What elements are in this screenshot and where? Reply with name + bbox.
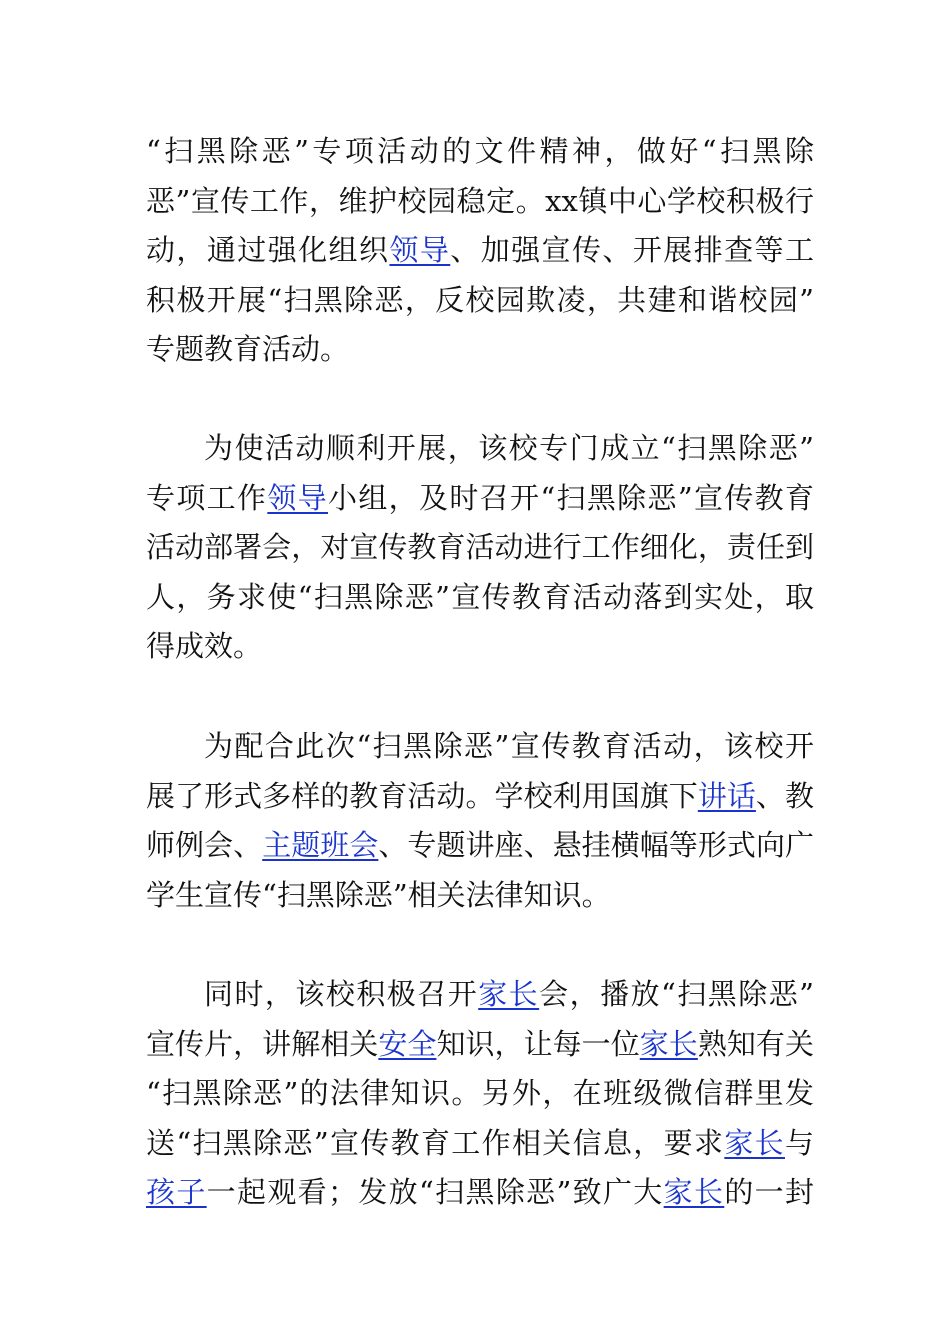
text-line bbox=[146, 325, 814, 375]
text-line bbox=[146, 474, 814, 524]
paragraph-4 bbox=[146, 970, 814, 1218]
text-run: 得成效。 bbox=[146, 629, 263, 663]
text-run: 为使活动顺利开展，该校专门成立“扫黑除恶” bbox=[204, 431, 814, 465]
text-run: 知识，让每一位 bbox=[436, 1026, 640, 1061]
text-run: 专项工作 bbox=[146, 480, 268, 515]
keyword-link[interactable]: 家长 bbox=[478, 977, 540, 1011]
text-run: 展了形式多样的教育活动。学校利用国旗下 bbox=[146, 778, 698, 813]
keyword-link[interactable]: 讲话 bbox=[697, 778, 756, 813]
keyword-link[interactable]: 孩子 bbox=[146, 1175, 207, 1209]
text-line bbox=[146, 772, 814, 822]
keyword-link[interactable]: 家长 bbox=[724, 1125, 785, 1160]
text-line bbox=[146, 276, 814, 326]
text-run: 一起观看；发放“扫黑除恶”致广大 bbox=[206, 1175, 664, 1209]
text-run: 的一封 bbox=[724, 1175, 814, 1209]
keyword-link[interactable]: 家长 bbox=[639, 1026, 698, 1061]
keyword-link[interactable]: 主题班会 bbox=[262, 828, 379, 862]
keyword-link[interactable]: 家长 bbox=[663, 1175, 725, 1209]
text-run: 恶”宣传工作，维护校园稳定。xx镇中心学校积极行 bbox=[146, 183, 814, 218]
text-run: 活动部署会，对宣传教育活动进行工作细化，责任到 bbox=[146, 530, 814, 564]
text-line bbox=[146, 424, 814, 474]
text-line bbox=[146, 523, 814, 573]
text-line bbox=[146, 722, 814, 772]
text-run: 专题教育活动。 bbox=[146, 332, 350, 366]
text-line bbox=[146, 970, 814, 1020]
paragraph-1 bbox=[146, 127, 814, 375]
keyword-link[interactable]: 领导 bbox=[267, 480, 329, 515]
text-run: 积极开展“扫黑除恶，反校园欺凌，共建和谐校园” bbox=[146, 282, 814, 317]
text-run: 同时，该校积极召开 bbox=[204, 977, 479, 1011]
text-run: 宣传片，讲解相关 bbox=[146, 1026, 379, 1061]
paragraph-3 bbox=[146, 722, 814, 920]
text-run: 、教 bbox=[755, 778, 814, 813]
text-run: 熟知有关 bbox=[697, 1026, 814, 1061]
text-run: 、专题讲座、悬挂横幅等形式向广 bbox=[378, 828, 814, 862]
text-run: 动，通过强化组织 bbox=[146, 233, 390, 267]
text-line bbox=[146, 127, 814, 177]
paragraph-2 bbox=[146, 424, 814, 672]
text-run: 会，播放“扫黑除恶” bbox=[539, 977, 814, 1011]
text-line bbox=[146, 871, 814, 921]
text-line bbox=[146, 1020, 814, 1070]
text-line bbox=[146, 226, 814, 276]
keyword-link[interactable]: 安全 bbox=[378, 1026, 437, 1061]
text-line bbox=[146, 1168, 814, 1218]
text-run: “扫黑除恶”专项活动的文件精神，做好“扫黑除 bbox=[146, 134, 814, 168]
text-run: 师例会、 bbox=[146, 828, 263, 862]
text-line bbox=[146, 622, 814, 672]
text-line bbox=[146, 1069, 814, 1119]
text-run: 为配合此次“扫黑除恶”宣传教育活动，该校开 bbox=[204, 729, 814, 763]
text-line bbox=[146, 821, 814, 871]
text-line bbox=[146, 1119, 814, 1169]
text-run: 小组，及时召开“扫黑除恶”宣传教育 bbox=[328, 480, 814, 515]
keyword-link[interactable]: 领导 bbox=[389, 233, 451, 267]
text-run: “扫黑除恶”的法律知识。另外，在班级微信群里发 bbox=[146, 1076, 814, 1110]
text-line bbox=[146, 573, 814, 623]
text-run: 、加强宣传、开展排查等工 bbox=[450, 233, 814, 267]
text-run: 学生宣传“扫黑除恶”相关法律知识。 bbox=[146, 877, 611, 912]
text-run: 送“扫黑除恶”宣传教育工作相关信息，要求 bbox=[146, 1125, 725, 1160]
text-run: 与 bbox=[784, 1125, 814, 1160]
text-run: 人，务求使“扫黑除恶”宣传教育活动落到实处，取 bbox=[146, 579, 814, 614]
text-line bbox=[146, 177, 814, 227]
